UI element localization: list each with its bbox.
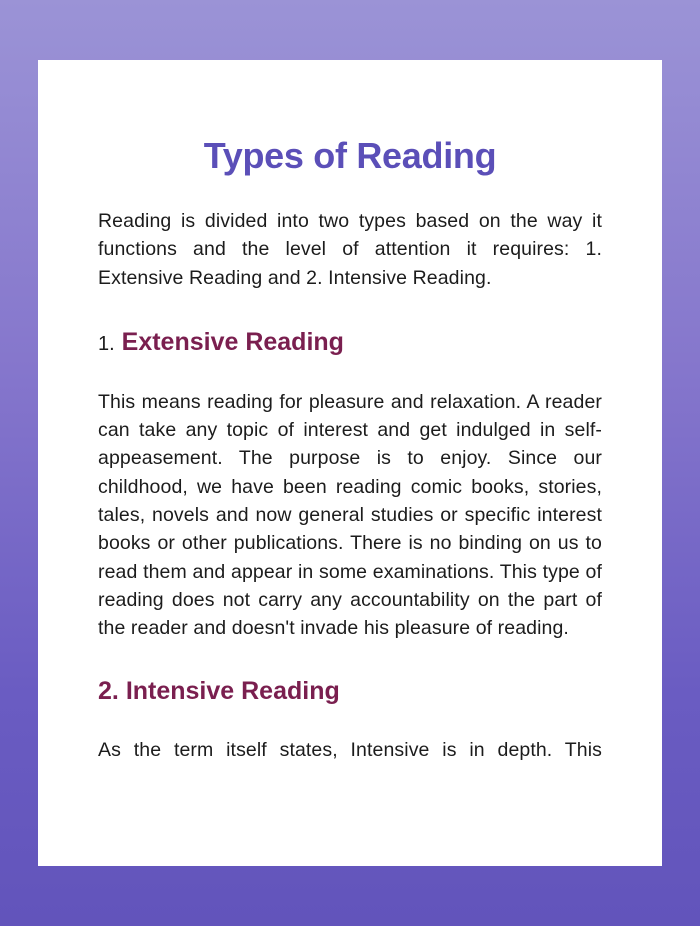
section-heading-intensive <box>98 675 602 707</box>
section-body-extensive: This means reading for pleasure and relaxation. A reader can take any topic of interest and get indulged in self-appeasement. The purpose is to enjoy. Since our childhood, we have been reading comic books, stories, tales, novels and now general studies or specific interest books or other publications. There is no binding on us to read them and appear in some examinations. This type of reading does not carry any accountability on the part of the reader and doesn't invade his pleasure of reading. <box>98 390 602 640</box>
intro-paragraph: Reading is divided into two types based on the way it functions and the level of attention it requires: 1. Extensive Reading and 2. Intensive Reading. <box>98 210 602 289</box>
section-title: Intensive Reading <box>125 676 340 705</box>
section-body-intensive: As the term itself states, Intensive is in depth. This <box>98 738 602 761</box>
section-number: 1. <box>98 332 115 355</box>
section-number: 2. <box>98 676 119 705</box>
page-title: Types of Reading <box>203 135 497 176</box>
section-heading-extensive <box>98 326 602 360</box>
document-card <box>38 60 662 866</box>
section-title: Extensive Reading <box>121 327 344 356</box>
